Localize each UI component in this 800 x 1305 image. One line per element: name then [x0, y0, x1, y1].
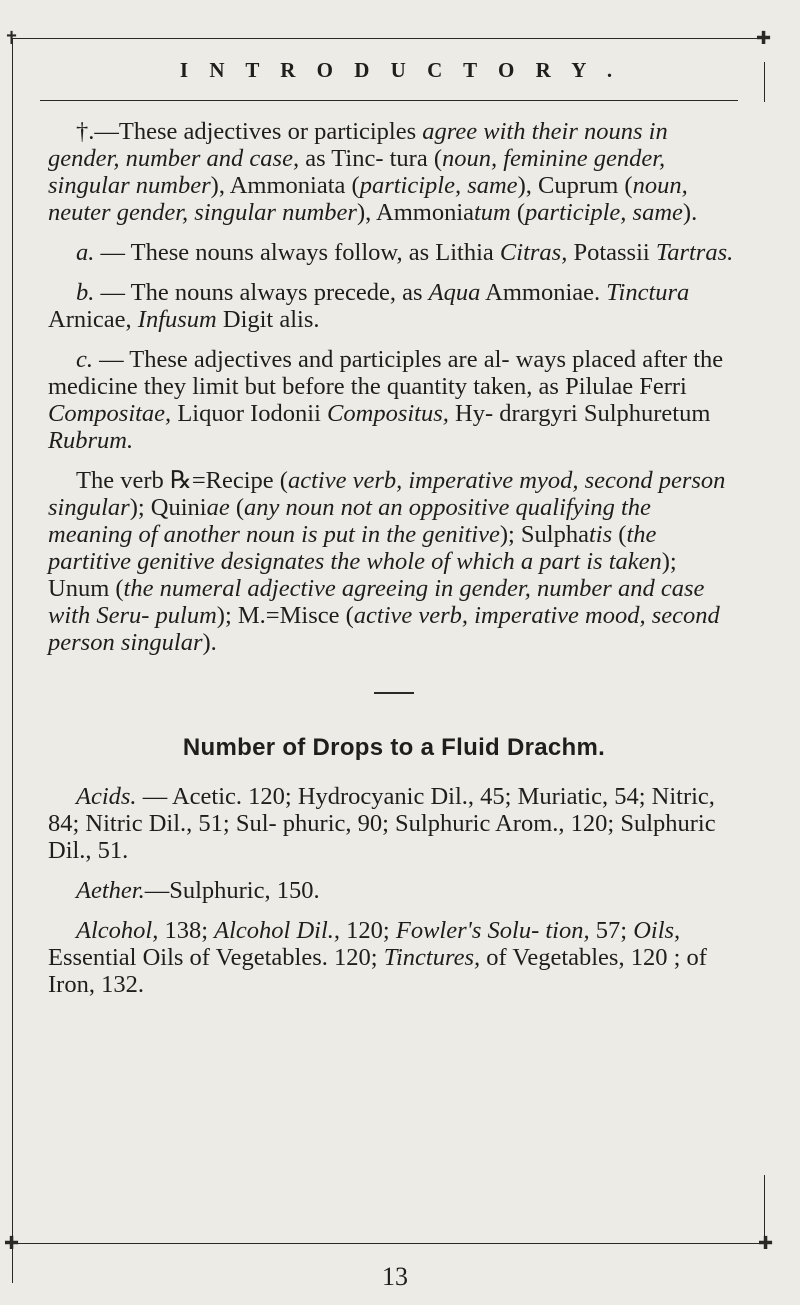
note-mark: a.	[76, 239, 95, 266]
note-text: (	[229, 494, 245, 521]
note-italic: Tartras.	[655, 239, 734, 266]
frame-right-border	[764, 62, 765, 102]
note-text: — These adjectives and participles are al- ways placed after the medicine they limit but before the quantity taken, as Pilulae Ferri	[48, 346, 724, 400]
crop-mark-top-left-icon: ✝	[4, 28, 20, 49]
drops-category-label: Alcohol,	[76, 917, 159, 944]
drops-text: 138;	[158, 917, 215, 944]
note-italic: agree with their nouns in gender, number and case,	[48, 118, 668, 172]
note-italic: Infusum	[137, 306, 217, 333]
section-title: Number of Drops to a Fluid Drachm.	[182, 734, 606, 761]
crop-mark-bottom-right-icon: ✚	[758, 1233, 774, 1254]
note-italic: Compositae,	[48, 400, 172, 427]
drops-category-label: Oils,	[633, 917, 681, 944]
crop-mark-bottom-left-icon: ✚	[4, 1233, 20, 1254]
note-italic: tum	[474, 199, 511, 226]
page-number: 13	[382, 1262, 408, 1291]
note-italic: tis	[588, 521, 613, 548]
note-text: ).	[202, 629, 217, 656]
note-text: Liquor Iodonii	[171, 400, 328, 427]
note-text: ); Sulpha	[499, 521, 589, 548]
page-body	[48, 118, 740, 1011]
drops-category-label: Fowler's Solu- tion,	[395, 917, 590, 944]
note-italic: ae	[206, 494, 230, 521]
note-text: The verb ℞=Recipe (	[76, 467, 288, 494]
note-italic: Rubrum.	[48, 427, 134, 454]
section-divider	[374, 692, 414, 694]
note-italic: active verb, imperative mood, second person singular	[48, 602, 720, 656]
note-text: Digit alis.	[216, 306, 320, 333]
frame-top-border	[12, 38, 764, 39]
note-text: (	[510, 199, 526, 226]
note-italic: the numeral adjective agreeing in gender, number and case with Seru- pulum	[48, 575, 705, 629]
drops-category-label: Alcohol Dil.,	[214, 917, 341, 944]
note-italic: Citras,	[499, 239, 568, 266]
drops-category-label: Aether.	[76, 877, 145, 904]
note-italic: the partitive genitive designates the whole of which a part is taken	[48, 521, 662, 575]
note-dagger	[48, 118, 740, 226]
note-italic: Tinctura	[606, 279, 690, 306]
note-a	[48, 239, 740, 266]
drops-category-label: Acids.	[76, 783, 137, 810]
drops-text: Essential Oils of Vegetables. 120;	[48, 944, 384, 971]
drops-text: —Sulphuric, 150.	[144, 877, 320, 904]
drops-text: 120;	[340, 917, 396, 944]
frame-left-border	[12, 38, 13, 1283]
note-italic: Aqua	[428, 279, 481, 306]
note-text: ), Ammonia	[356, 199, 474, 226]
note-verb	[48, 467, 740, 656]
drops-text: of Vegetables, 120 ; of Iron, 132.	[48, 944, 707, 998]
note-text: — The nouns always precede, as	[94, 279, 429, 306]
note-text: ); Unum (	[48, 548, 677, 602]
drops-aether	[48, 877, 740, 904]
note-text: ), Ammoniata (	[210, 172, 360, 199]
note-mark: b.	[76, 279, 95, 306]
note-italic: any noun not an oppositive qualifying the meaning of another noun is put in the genitive	[48, 494, 651, 548]
note-text: Hy- drargyri Sulphuretum	[448, 400, 711, 427]
drops-acids	[48, 783, 740, 864]
note-text: — These nouns always follow, as Lithia	[94, 239, 500, 266]
note-b	[48, 279, 740, 333]
note-text: Potassii	[567, 239, 656, 266]
note-italic: Compositus,	[327, 400, 449, 427]
note-c	[48, 346, 740, 454]
drops-category-label: Tinctures,	[383, 944, 481, 971]
drops-alcohol	[48, 917, 740, 998]
note-italic: participle, same	[359, 172, 518, 199]
note-mark: c.	[76, 346, 93, 373]
frame-bottom-border	[12, 1243, 767, 1244]
note-text: ), Cuprum (	[517, 172, 633, 199]
drops-text: — Acetic. 120; Hydrocyanic Dil., 45; Muriatic, 54; Nitric, 84; Nitric Dil., 51; Sul- phuric, 90; Sulphuric Arom., 120; Sulphuric Dil., 51.	[48, 783, 716, 864]
note-text: (	[612, 521, 627, 548]
drops-text: 57;	[589, 917, 634, 944]
note-italic: noun, feminine gender, singular number	[48, 145, 666, 199]
header-rule	[40, 100, 738, 101]
note-text: as Tinc- tura (	[299, 145, 442, 172]
note-italic: active verb, imperative myod, second person singular	[48, 467, 726, 521]
note-text: —These adjectives or participles	[94, 118, 423, 145]
note-text: Arnicae,	[48, 306, 138, 333]
note-italic: noun, neuter gender, singular number	[48, 172, 688, 226]
note-italic: participle, same	[525, 199, 683, 226]
note-mark: †.	[76, 118, 95, 145]
running-header: I N T R O D U C T O R Y .	[179, 58, 621, 82]
note-text: ).	[682, 199, 698, 226]
note-text: ); Quini	[129, 494, 207, 521]
crop-mark-top-right-icon: ✚	[756, 28, 772, 49]
note-text: Ammoniae.	[480, 279, 607, 306]
note-text: ); M.=Misce (	[216, 602, 354, 629]
